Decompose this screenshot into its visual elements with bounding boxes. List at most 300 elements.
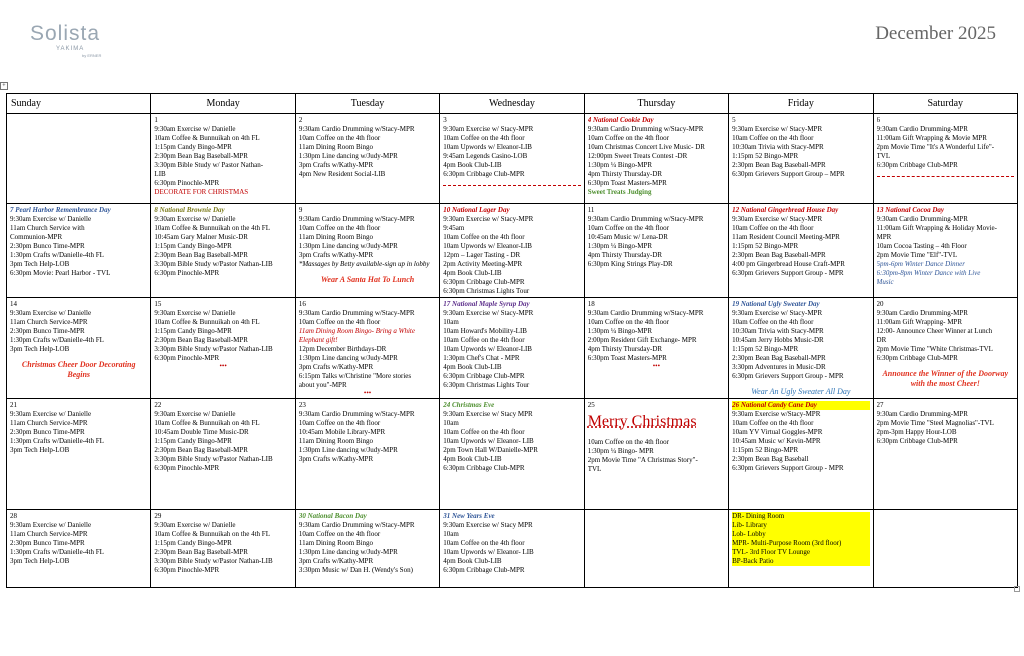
- event-line: 1:30pm Line dancing w/Judy-MPR: [298, 242, 398, 250]
- day-heading: 17 National Maple Syrup Day: [443, 300, 530, 308]
- event-line: 9:30am Cardio Drumming w/Stacy-MPR: [587, 215, 704, 223]
- day-heading: 18: [587, 300, 595, 308]
- event-line: 9:30am Cardio Drumming w/Stacy-MPR: [298, 410, 415, 418]
- event-line: 3pm Tech Help-LOB: [10, 260, 70, 268]
- event-line: 9:30am Exercise w/ Danielle: [154, 309, 236, 317]
- day-cell[interactable]: [440, 204, 584, 298]
- event-line: 3pm Crafts w/Kathy-MPR: [298, 455, 374, 463]
- logo-wordmark: Solista: [30, 22, 101, 45]
- event-line: 10am Upwords w/ Eleanor-LIB: [443, 242, 532, 250]
- event-line: 10am Coffee on the 4th floor: [587, 134, 670, 142]
- day-cell[interactable]: [7, 114, 151, 204]
- event-line: 2pm Movie Time "White Christmas-TVL: [876, 345, 993, 353]
- day-cell[interactable]: [729, 204, 873, 298]
- event-line: 2:30pm Bean Bag Baseball-MPR: [154, 446, 248, 454]
- event-line: 3:30pm Bible Study w/Pastor Nathan-LIB: [154, 260, 273, 268]
- event-line: 2:00pm Resident Gift Exchange- MPR: [587, 336, 697, 344]
- event-line: 9:30am Exercise w/ Danielle: [10, 309, 92, 317]
- day-cell[interactable]: [584, 114, 728, 204]
- month-title: December 2025: [875, 23, 996, 44]
- event-line: 1:15pm 52 Bingo-MPR: [732, 446, 799, 454]
- event-line: 3:30pm Music w/ Dan H. (Wendy's Son): [298, 566, 413, 574]
- event-line: 1:15pm Candy Bingo-MPR: [154, 539, 232, 547]
- event-line: 2pm Activity Meeting-MPR: [443, 260, 523, 268]
- event-line: 1:30pm Crafts w/Danielle-4th FL: [10, 336, 104, 344]
- event-line: 6:30pm Toast Masters-MPR: [587, 179, 667, 187]
- event-line: 10:45am Music w/ Kevin-MPR: [732, 437, 821, 445]
- logo-subtitle: YAKIMA: [56, 46, 85, 52]
- day-heading: 25: [587, 401, 595, 409]
- event-line: 10am Coffee on the 4th floor: [732, 224, 814, 232]
- event-line: 10:45am Jerry Hobbs Music-DR: [732, 336, 824, 344]
- event-line: LIB: [154, 170, 166, 178]
- event-line: 9:30am Cardio Drumming w/Stacy-MPR: [587, 309, 704, 317]
- day-heading: 31 New Years Eve: [443, 512, 495, 520]
- day-heading: 22: [154, 401, 162, 409]
- event-line: 10am Coffee on the 4th floor: [732, 419, 814, 427]
- event-line: 10am Coffee on the 4th floor: [443, 134, 525, 142]
- event-line: 1:15pm Candy Bingo-MPR: [154, 242, 232, 250]
- day-cell[interactable]: [295, 204, 439, 298]
- event-line: Music: [876, 278, 894, 286]
- event-line: 6:30pm Christmas Lights Tour: [443, 287, 530, 295]
- event-line: 4pm Book Club-LIB: [443, 269, 502, 277]
- event-line: 9:30am Cardio Drumming w/Stacy-MPR: [298, 521, 415, 529]
- event-line: 10am YV Virtual Goggles-MPR: [732, 428, 823, 436]
- event-line: 9:30am Exercise w/Stacy-MPR: [732, 410, 821, 418]
- event-line: 11:00am Gift Wrapping & Holiday Movie-: [876, 224, 997, 232]
- event-line: 3:30pm Bible Study w/Pastor Nathan-LIB: [154, 345, 273, 353]
- day-cell[interactable]: [151, 510, 295, 588]
- event-line: 1:30pm Crafts w/Danielle-4th FL: [10, 548, 104, 556]
- event-line: 9:30am Cardio Drumming-MPR: [876, 410, 968, 418]
- event-line: 2:30pm Bean Bag Baseball-MPR: [154, 548, 248, 556]
- event-line: 9:30am Cardio Drumming-MPR: [876, 309, 968, 317]
- day-heading: 3: [443, 116, 447, 124]
- day-cell[interactable]: [440, 510, 584, 588]
- event-line: 3:30pm Bible Study w/Pastor Nathan-LIB: [154, 557, 273, 565]
- event-line: 10am Coffee on the 4th floor: [443, 336, 525, 344]
- event-line: 11am Church Service with: [10, 224, 85, 232]
- event-line: 9:30am Exercise w/ Stacy MPR: [443, 410, 533, 418]
- event-line: 6:30pm Toast Masters-MPR: [587, 354, 667, 362]
- day-cell[interactable]: [873, 399, 1017, 510]
- day-heading: 14: [10, 300, 17, 308]
- event-line: 3pm Tech Help-LOB: [10, 345, 70, 353]
- event-line: 6:30pm Grievers Support Group - MPR: [732, 464, 844, 472]
- event-line: 9:30am Exercise w/ Danielle: [154, 521, 236, 529]
- event-line: about you"-MPR: [298, 381, 347, 389]
- day-heading: 20: [876, 300, 884, 308]
- day-cell[interactable]: [440, 399, 584, 510]
- event-line: 2pm Movie Time "It's A Wonderful Life"-: [876, 143, 995, 151]
- event-line: 11am Dining Room Bingo: [298, 143, 374, 151]
- event-line: 1:15pm Candy Bingo-MPR: [154, 437, 232, 445]
- event-line: 9:30am Cardio Drumming w/Stacy-MPR: [298, 309, 415, 317]
- event-line: 10am Coffee & Bunnuikah on 4th FL: [154, 134, 260, 142]
- event-line: 11am Resident Council Meeting-MPR: [732, 233, 840, 241]
- event-line: 2pm Town Hall W/Danielle-MPR: [443, 446, 538, 454]
- event-line: 9:30am Exercise w/ Stacy-MPR: [732, 125, 823, 133]
- solista-logo: [30, 22, 120, 62]
- calendar-body: [7, 114, 1018, 588]
- event-line: 11am Dining Room Bingo: [298, 539, 374, 547]
- event-line: 9:30am Exercise w/ Danielle: [10, 215, 92, 223]
- event-line: 10am Coffee on the 4th floor: [443, 539, 525, 547]
- event-line: 3pm Crafts w/Kathy-MPR: [298, 557, 374, 565]
- event-line: 1:30pm Chef's Chat - MPR: [443, 354, 520, 362]
- event-line: 10am: [443, 318, 459, 326]
- callout-note: Wear A Santa Hat To Lunch: [320, 275, 415, 284]
- merry-christmas-banner: Merry Christmas: [587, 413, 697, 430]
- day-heading: 26 National Candy Cane Day: [732, 401, 869, 410]
- event-line: 6:30pm Movie: Pearl Harbor - TVL: [10, 269, 111, 277]
- event-line: 9:30am Exercise w/ Stacy-MPR: [732, 215, 823, 223]
- day-cell[interactable]: [295, 510, 439, 588]
- event-line: 9:30am Exercise w/ Danielle: [154, 125, 236, 133]
- ellipsis-mark: •••: [219, 362, 227, 370]
- event-line: 2:30pm Bean Bag Baseball-MPR: [154, 251, 248, 259]
- event-line: 9:30am Cardio Drumming-MPR: [876, 215, 968, 223]
- event-line: 6:30pm Grievers Support Group – MPR: [732, 170, 845, 178]
- event-line: 6:30pm Cribbage Club-MPR: [443, 464, 525, 472]
- ellipsis-mark: •••: [363, 389, 372, 397]
- event-line: 1:15pm Candy Bingo-MPR: [154, 327, 232, 335]
- weekday-header: Wednesday: [440, 94, 584, 114]
- event-line: 10am Coffee on the 4th floor: [298, 419, 381, 427]
- event-line: 1:30pm ¼ Bingo- MPR: [587, 447, 654, 455]
- event-line: 10am Coffee on the 4th floor: [298, 530, 381, 538]
- event-line: 10am: [443, 419, 459, 427]
- event-line: DECORATE FOR CHRISTMAS: [154, 188, 249, 196]
- day-cell[interactable]: [151, 204, 295, 298]
- event-line: 2:30pm Bean Bag Baseball-MPR: [732, 161, 826, 169]
- event-line: 3pm Crafts w/Kathy-MPR: [298, 251, 374, 259]
- week-row: [7, 114, 1018, 204]
- day-cell[interactable]: [7, 510, 151, 588]
- event-line: 6:30pm Pinochle-MPR: [154, 269, 220, 277]
- event-line: 1:30pm Line dancing w/Judy-MPR: [298, 548, 398, 556]
- callout-note: Christmas Cheer Door Decorating Begins: [21, 360, 136, 379]
- event-line: 2:30pm Bean Bag Baseball-MPR: [154, 152, 248, 160]
- event-line: 9:30am Exercise w/ Danielle: [154, 215, 236, 223]
- event-line: 1:30pm ¼ Bingo-MPR: [587, 327, 653, 335]
- event-line: 2:30pm Bean Bag Baseball-MPR: [154, 336, 248, 344]
- event-line: 2pm-3pm Happy Hour-LOB: [876, 428, 957, 436]
- event-line: TVL: [876, 152, 891, 160]
- event-line: 9:45am: [443, 224, 465, 232]
- event-line: Lib- Library: [732, 521, 869, 530]
- event-line: Elephant gift!: [298, 336, 338, 344]
- event-line: 9:30am Cardio Drumming-MPR: [876, 125, 968, 133]
- event-line: MPR- Multi-Purpose Room (3rd floor): [732, 539, 869, 548]
- event-line: 6:30pm King Strings Play-DR: [587, 260, 673, 268]
- event-line: 4pm Book Club-LIB: [443, 161, 502, 169]
- event-line: 10am Upwords w/ Eleanor- LIB: [443, 548, 534, 556]
- event-line: 2:30pm Bunco Time-MPR: [10, 428, 85, 436]
- event-line: 10:45am Music w/ Lena-DR: [587, 233, 668, 241]
- event-line: 3:30pm Bible Study w/Pastor Nathan-LIB: [154, 455, 273, 463]
- event-line: TVL- 3rd Floor TV Lounge: [732, 548, 869, 557]
- event-line: 4pm Book Club-LIB: [443, 557, 502, 565]
- event-line: 1:30pm Line dancing w/Judy-MPR: [298, 152, 398, 160]
- event-line: 4pm Thirsty Thursday-DR: [587, 170, 663, 178]
- event-line: *Massages by Betty available-sign up in lobby: [298, 260, 430, 268]
- day-heading: 24 Christmas Eve: [443, 401, 495, 409]
- weekday-header: Monday: [151, 94, 295, 114]
- event-line: 1:15pm 52 Bingo-MPR: [732, 152, 799, 160]
- day-heading: 5: [732, 116, 736, 124]
- day-cell[interactable]: [873, 204, 1017, 298]
- event-line: 12pm – Lager Tasting - DR: [443, 251, 521, 259]
- event-line: 10am Coffee & Bunnuikah on 4th FL: [154, 419, 260, 427]
- event-line: 9:30am Exercise w/ Stacy-MPR: [732, 309, 823, 317]
- event-line: 10am Coffee on the 4th floor: [587, 438, 670, 446]
- day-cell[interactable]: [295, 399, 439, 510]
- event-line: 6:30pm Cribbage Club-MPR: [443, 566, 525, 574]
- event-line: 6:30pm Cribbage Club-MPR: [443, 372, 525, 380]
- event-line: 10am Coffee on the 4th floor: [732, 134, 814, 142]
- day-heading: 30 National Bacon Day: [298, 512, 367, 520]
- day-heading: 29: [154, 512, 162, 520]
- event-line: 1:30pm Crafts w/Danielle-4th FL: [10, 437, 104, 445]
- day-heading: 15: [154, 300, 162, 308]
- day-heading: 13 National Cocoa Day: [876, 206, 945, 214]
- event-line: DR: [876, 336, 887, 344]
- event-line: 2pm Movie Time "Steel Magnolias"-TVL: [876, 419, 994, 427]
- event-line: Communion-MPR: [10, 233, 63, 241]
- event-line: Lob- Lobby: [732, 530, 869, 539]
- event-line: 10:45am Gary Malner Music-DR: [154, 233, 248, 241]
- day-heading: 2: [298, 116, 303, 124]
- week-row: [7, 204, 1018, 298]
- event-line: 10am Coffee on the 4th floor: [732, 318, 814, 326]
- event-line: 4pm New Resident Social-LIB: [298, 170, 386, 178]
- event-line: 10am Upwords w/ Eleanor- LIB: [443, 437, 534, 445]
- event-line: 10am Coffee & Bunnuikah on the 4th FL: [154, 530, 270, 538]
- event-line: 6:30pm Cribbage Club-MPR: [443, 278, 525, 286]
- event-line: 1:30pm Crafts w/Danielle-4th FL: [10, 251, 104, 259]
- day-cell[interactable]: [584, 204, 728, 298]
- event-line: 6:30pm Grievers Support Group - MPR: [732, 372, 844, 380]
- day-cell[interactable]: [584, 298, 728, 399]
- event-line: MPR: [876, 233, 892, 241]
- day-heading: 19 National Ugly Sweater Day: [732, 300, 820, 308]
- event-line: 11am Church Service-MPR: [10, 530, 88, 538]
- day-cell[interactable]: [7, 399, 151, 510]
- event-line: 10am Coffee on the 4th floor: [298, 318, 381, 326]
- event-line: 10am Howard's Mobility-LIB: [443, 327, 527, 335]
- event-line: 9:30am Exercise w/ Stacy-MPR: [443, 125, 534, 133]
- event-line: 6:30pm-8pm Winter Dance with Live: [876, 269, 981, 277]
- event-line: 2:30pm Bunco Time-MPR: [10, 242, 85, 250]
- event-line: 10am Coffee on the 4th floor: [587, 224, 670, 232]
- weekday-header: Thursday: [584, 94, 728, 114]
- day-cell[interactable]: [584, 510, 728, 588]
- day-heading: 11: [587, 206, 595, 214]
- event-line: 11am Dining Room Bingo- Bring a White: [298, 327, 415, 335]
- event-line: 4:00 pm Gingerbread House Craft-MPR: [732, 260, 845, 268]
- day-cell[interactable]: [295, 298, 439, 399]
- event-line: 2pm Movie Time "A Christmas Story"-: [587, 456, 698, 464]
- event-line: 9:30am Exercise w/ Danielle: [10, 410, 92, 418]
- day-cell[interactable]: [151, 399, 295, 510]
- event-line: 6:30pm Cribbage Club-MPR: [876, 354, 958, 362]
- event-line: 10:45am Double Time Music-DR: [154, 428, 249, 436]
- event-line: 1:15pm 52 Bingo-MPR: [732, 242, 799, 250]
- day-heading: 27: [876, 401, 884, 409]
- ellipsis-mark: •••: [652, 362, 661, 370]
- week-row: [7, 298, 1018, 399]
- day-cell[interactable]: [295, 114, 439, 204]
- day-heading: 16: [298, 300, 306, 308]
- dashed-divider: [877, 176, 1014, 177]
- day-cell[interactable]: [584, 399, 728, 510]
- event-line: 1:15pm 52 Bingo-MPR: [732, 345, 799, 353]
- event-line: 3:30pm Bible Study w/ Pastor Nathan-: [154, 161, 264, 169]
- event-line: 2pm Movie Time "Elf"-TVL: [876, 251, 958, 259]
- event-line: BP-Back Patio: [732, 557, 869, 566]
- event-line: 10am Coffee on the 4th floor: [443, 233, 525, 241]
- event-line: 2:30pm Bunco Time-MPR: [10, 539, 85, 547]
- event-line: 3pm Crafts w/Kathy-MPR: [298, 161, 374, 169]
- event-line: 6:30pm Cribbage Club-MPR: [876, 161, 958, 169]
- callout-note: Announce the Winner of the Doorway with the most Cheer!: [882, 369, 1009, 388]
- day-heading: 21: [10, 401, 17, 409]
- event-line: 10am: [443, 530, 459, 538]
- event-line: 10:45am Mobile Library-MPR: [298, 428, 386, 436]
- event-line: TVL: [587, 465, 602, 473]
- event-line: 1:30pm ¼ Bingo-MPR: [587, 242, 653, 250]
- event-line: 11am Dining Room Bingo: [298, 233, 374, 241]
- event-line: 6:30pm Pinochle-MPR: [154, 354, 220, 362]
- week-row: [7, 510, 1018, 588]
- resize-handle-icon[interactable]: [1014, 586, 1020, 592]
- day-cell[interactable]: [440, 298, 584, 399]
- event-line: 9:30am Cardio Drumming w/Stacy-MPR: [298, 215, 415, 223]
- event-line: 6:30pm Cribbage Club-MPR: [876, 437, 958, 445]
- day-heading: 1: [154, 116, 158, 124]
- event-line: 9:30am Exercise w/ Danielle: [10, 521, 92, 529]
- calendar-table: [6, 93, 1018, 588]
- event-line: 9:30am Exercise w/ Danielle: [154, 410, 236, 418]
- event-line: 6:30pm Pinochle-MPR: [154, 566, 220, 574]
- day-cell[interactable]: [151, 114, 295, 204]
- event-line: 10am Upwords w/ Eleanor-LIB: [443, 143, 532, 151]
- event-line: 1:30pm Line dancing w/Judy-MPR: [298, 354, 398, 362]
- event-line: Sweet Treats Judging: [587, 188, 652, 196]
- event-line: 9:30am Exercise w/ Stacy-MPR: [443, 215, 534, 223]
- event-line: 2:30pm Bunco Time-MPR: [10, 327, 85, 335]
- event-line: 5pm-6pm Winter Dance Dinner: [876, 260, 965, 268]
- event-line: 10am Coffee & Bunnuikah on the 4th FL: [154, 224, 270, 232]
- day-heading: 8 National Brownie Day: [154, 206, 225, 214]
- event-line: 6:30pm Pinochle-MPR: [154, 464, 220, 472]
- event-line: 12:00- Announce Cheer Winner at Lunch: [876, 327, 993, 335]
- event-line: 2:30pm Bean Bag Baseball-MPR: [732, 251, 826, 259]
- event-line: 10am Coffee on the 4th floor: [587, 318, 670, 326]
- day-cell[interactable]: [873, 510, 1017, 588]
- event-line: 11am Church Service-MPR: [10, 419, 88, 427]
- event-line: 6:30pm Christmas Lights Tour: [443, 381, 530, 389]
- event-line: 3pm Tech Help-LOB: [10, 446, 70, 454]
- event-line: 6:15pm Talks w/Christine "More stories: [298, 372, 412, 380]
- event-line: 10:30am Trivia with Stacy-MPR: [732, 143, 824, 151]
- day-heading: 6: [876, 116, 881, 124]
- weekday-header: Tuesday: [295, 94, 439, 114]
- weekday-header-row: [7, 94, 1018, 114]
- event-line: 11am Dining Room Bingo: [298, 437, 374, 445]
- day-cell[interactable]: [440, 114, 584, 204]
- event-line: 2:30pm Bean Bag Baseball: [732, 455, 809, 463]
- event-line: 10am Coffee on the 4th floor: [298, 134, 381, 142]
- event-line: 3pm Tech Help-LOB: [10, 557, 70, 565]
- event-line: 4pm Book Club-LIB: [443, 363, 502, 371]
- day-cell[interactable]: [729, 399, 873, 510]
- table-move-handle-icon[interactable]: +: [0, 82, 8, 90]
- logo-text: [30, 22, 100, 46]
- event-line: 9:30am Cardio Drumming w/Stacy-MPR: [298, 125, 415, 133]
- event-line: 10am Coffee on the 4th floor: [298, 224, 381, 232]
- event-line: 9:30am Exercise w/ Stacy-MPR: [443, 309, 534, 317]
- callout-note: Wear An Ugly Sweater All Day: [751, 387, 851, 396]
- day-cell[interactable]: [729, 298, 873, 399]
- day-cell[interactable]: [7, 204, 151, 298]
- logo-subtitle-small: by ERNER: [82, 53, 102, 58]
- day-cell[interactable]: [151, 298, 295, 399]
- event-line: 9:30am Exercise w/ Stacy MPR: [443, 521, 533, 529]
- day-cell[interactable]: [873, 298, 1017, 399]
- event-line: 6:30pm Grievers Support Group - MPR: [732, 269, 844, 277]
- event-line: 6:30pm Pinochle-MPR: [154, 179, 220, 187]
- day-heading: 4 National Cookie Day: [587, 116, 654, 124]
- event-line: 1:15pm Candy Bingo-MPR: [154, 143, 232, 151]
- day-heading: 28: [10, 512, 17, 520]
- event-line: 10am Cocoa Tasting – 4th Floor: [876, 242, 967, 250]
- day-heading: 9: [298, 206, 303, 214]
- dashed-divider: [443, 185, 580, 186]
- day-cell[interactable]: [729, 114, 873, 204]
- event-line: 2:30pm Bean Bag Baseball-MPR: [732, 354, 826, 362]
- event-line: 9:45am Legends Casino-LOB: [443, 152, 528, 160]
- event-line: 11am Church Service-MPR: [10, 318, 88, 326]
- weekday-header: Saturday: [873, 94, 1017, 114]
- event-line: 10:30am Trivia with Stacy-MPR: [732, 327, 824, 335]
- day-heading: 7 Pearl Harbor Remembrance Day: [10, 206, 111, 214]
- event-line: 3:30pm Adventures in Music-DR: [732, 363, 826, 371]
- event-line: 4pm Thirsty Thursday-DR: [587, 345, 663, 353]
- weekday-header: Sunday: [7, 94, 151, 114]
- day-cell[interactable]: [873, 114, 1017, 204]
- event-line: 1:30pm ¼ Bingo-MPR: [587, 161, 653, 169]
- event-line: 11:00am Gift Wrapping & Movie MPR: [876, 134, 987, 142]
- day-heading: DR- Dining Room: [732, 512, 869, 521]
- day-cell[interactable]: [7, 298, 151, 399]
- event-line: 1:30pm Line dancing w/Judy-MPR: [298, 446, 398, 454]
- event-line: 10am Christmas Concert Live Music- DR: [587, 143, 705, 151]
- event-line: 12pm December Birthdays-DR: [298, 345, 387, 353]
- event-line: 11:00am Gift Wrapping- MPR: [876, 318, 962, 326]
- event-line: 9:30am Cardio Drumming w/Stacy-MPR: [587, 125, 704, 133]
- week-row: [7, 399, 1018, 510]
- day-cell[interactable]: [729, 510, 873, 588]
- day-heading: 10 National Lager Day: [443, 206, 510, 214]
- event-line: 3pm Crafts w/Kathy-MPR: [298, 363, 374, 371]
- event-line: 10am Upwords w/ Eleanor-LIB: [443, 345, 532, 353]
- event-line: 6:30pm Cribbage Club-MPR: [443, 170, 525, 178]
- day-heading: 23: [298, 401, 306, 409]
- event-line: 4pm Thirsty Thursday-DR: [587, 251, 663, 259]
